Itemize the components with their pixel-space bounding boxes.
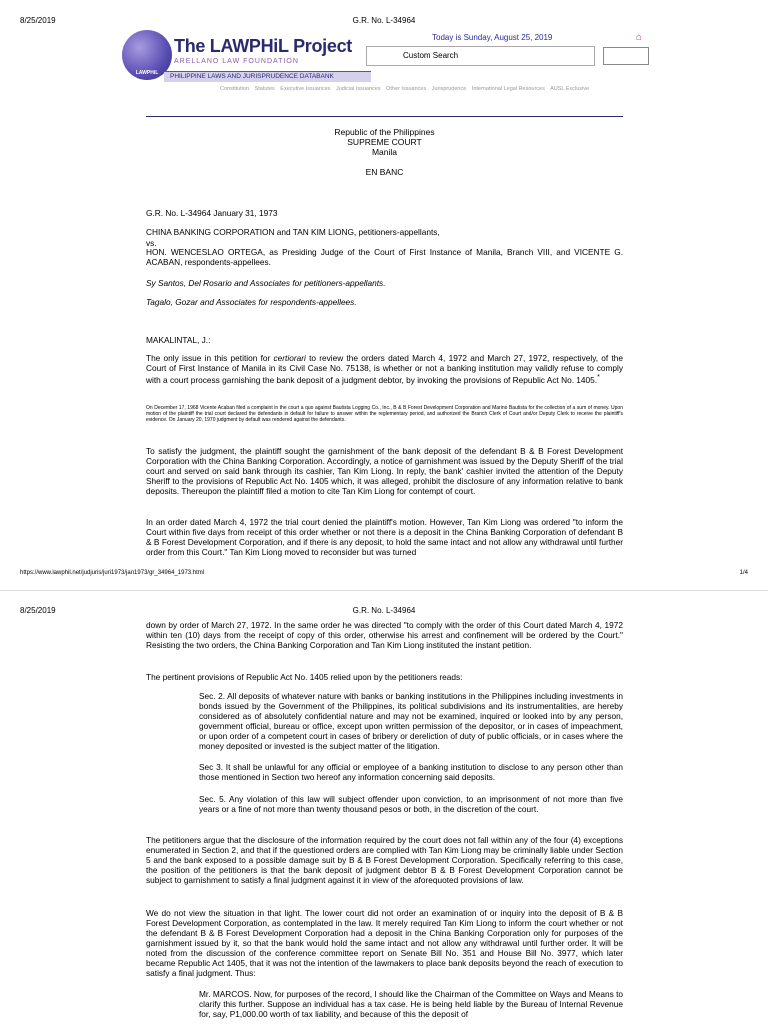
court-republic: Republic of the Philippines xyxy=(334,127,435,137)
quoted-section-2: Sec. 2. All deposits of whatever nature with banks or banking institutions in the Philippines including investments in bonds issued by the Government of the Philippines, its political subdivisions and its instrumentalities, are hereby considered as of absolutely confidential nature and may not be examined, inquired or looked into by any person, government official, bureau or office, except upon written permission of the depositor, or in cases of impeachment, or upon order of a competent court in cases of bribery or dereliction of duty of public officials, or in cases where the money deposited or invested is the subject matter of the litigation. xyxy=(199,691,623,751)
pdf-page-2 xyxy=(0,590,768,1024)
counsel-petitioners: Sy Santos, Del Rosario and Associates for petitioners-appellants. xyxy=(146,278,386,288)
lawphil-logo[interactable] xyxy=(122,30,365,82)
lawphil-seal-icon: LAWPHiL xyxy=(122,30,172,80)
paragraph: The pertinent provisions of Republic Act No. 1405 relied upon by the petitioners reads: xyxy=(146,672,463,682)
nav-item-other-issuances[interactable]: Other Issuances xyxy=(386,86,427,92)
ponente: MAKALINTAL, J.: xyxy=(146,335,211,345)
print-title: G.R. No. L-34964 xyxy=(352,606,416,615)
paragraph: The only issue in this petition for certiorari to review the orders dated March 4, 1972 and March 27, 1972, respectively, of the Court of First Instance of Manila in its Civil Case No. 75138, is whether or not a banking institution may validly refuse to comply with a court process garnishing the bank deposit of a judgment debtor, by invoking the provisions of Republic Act No. 1405.* xyxy=(146,353,624,385)
paragraph: down by order of March 27, 1972. In the same order he was directed "to comply with the order of this Court dated March 4, 1972 within ten (10) days from the receipt of copy of this order, otherwise his arrest and confinement will be ordered by the Court." Resisting the two orders, the China Banking Corporation and Tan Kim Liong instituted the instant petition. xyxy=(146,620,623,650)
nav-item-executive-issuances[interactable]: Executive Issuances xyxy=(280,86,331,92)
nav-item-judicial-issuances[interactable]: Judicial Issuances xyxy=(335,86,381,92)
paragraph: In an order dated March 4, 1972 the trial court denied the plaintiff's motion. However, Tan Kim Liong was ordered "to inform the Court within five days from receipt of this order whether or not there is a deposit in the China Banking Corporation of defendant B & B Forest Development Corporation, and if there is any deposit, to hold the same intact and not allow any withdrawal until further order from this Court." Tan Kim Liong moved to reconsider but was turned xyxy=(146,517,623,557)
today-date: Today is Sunday, August 25, 2019 xyxy=(432,33,553,42)
print-page-number: 1/4 xyxy=(739,570,748,576)
case-respondents: HON. WENCESLAO ORTEGA, as Presiding Judge of the Court of First Instance of Manila, Branch VIII, and VICENTE G. ACABAN, respondents-appellees. xyxy=(146,247,623,267)
paragraph: We do not view the situation in that light. The lower court did not order an examination of or inquiry into the deposit of B & B Forest Development Corporation, as contemplated in the law. It merely required Tan Kim Liong to inform the court whether or not the defendant B & B Forest Development Corporation had a deposit in the China Banking Corporation only for purposes of the garnishment issued by it, so that the bank would hold the same intact and not allow any withdrawal until further order. It will be noted from the discussion of the conference committee report on Senate Bill No. 351 and House Bill No. 3977, which later became Republic Act 1405, that it was not the intention of the lawmakers to place bank deposits beyond the reach of execution to satisfy a final judgment. Thus: xyxy=(146,908,623,978)
case-number: G.R. No. L-34964 January 31, 1973 xyxy=(146,208,278,218)
paragraph: On December 17, 1968 Vicente Acaban filed a complaint in the court a quo against Bautista Logging Co., Inc., B & B Forest Development Corporation and Marino Bautista for the collection of a sum of money. Upon motion of the plaintiff the trial court declared the defendants in default for failure to answer within the reglementary period, and authorized the Branch Clerk of Court and/or Deputy Clerk to receive the plaintiff's evidence. On January 20, 1970 judgment by default was rendered against the defendants. xyxy=(146,405,623,423)
court-name: SUPREME COURT xyxy=(347,137,422,147)
home-icon[interactable]: ⌂ xyxy=(636,32,643,43)
top-nav xyxy=(220,86,760,92)
nav-item-international-legal-resources[interactable]: International Legal Resources xyxy=(471,86,545,92)
print-date: 8/25/2019 xyxy=(20,606,56,615)
nav-item-ausl-exclusive[interactable]: AUSL Exclusive xyxy=(550,86,590,92)
quoted-section-5: Sec. 5. Any violation of this law will subject offender upon conviction, to an imprisonment of not more than five years or a fine of not more than twenty thousand pesos or both, in the discretion of the court. xyxy=(199,794,623,814)
search-input[interactable]: Custom Search xyxy=(366,46,595,66)
header-divider xyxy=(146,116,623,117)
print-url: https://www.lawphil.net/judjuris/juri1973/jan1973/gr_34964_1973.html xyxy=(20,570,205,576)
case-vs: vs. xyxy=(146,238,157,248)
print-date: 8/25/2019 xyxy=(20,16,56,25)
counsel-respondents: Tagalo, Gozar and Associates for respondents-appellees. xyxy=(146,297,357,307)
nav-item-constitution[interactable]: Constitution xyxy=(220,86,250,92)
site-tagline: PHILIPPINE LAWS AND JURISPRUDENCE DATABANK xyxy=(164,71,371,82)
search-button[interactable] xyxy=(603,47,649,65)
paragraph: The petitioners argue that the disclosure of the information required by the court does not fall within any of the four (4) exceptions enumerated in Section 2, and that if the questioned orders are complied with Tan Kim Liong may be criminally liable under Section 5 and the bank exposed to a possible damage suit by B & B Forest Development Corporation. Specifically referring to this case, the position of the petitioners is that the bank deposit of judgment debtor B & B Forest Development Corporation cannot be subject to garnishment to satisfy a final judgment against it in view of the aforequoted provisions of law. xyxy=(146,835,623,885)
site-subtitle: ARELLANO LAW FOUNDATION xyxy=(174,58,299,65)
footnote-marker[interactable]: * xyxy=(597,374,600,381)
case-petitioners: CHINA BANKING CORPORATION and TAN KIM LIONG, petitioners-appellants, xyxy=(146,227,440,237)
quoted-testimony: Mr. MARCOS. Now, for purposes of the record, I should like the Chairman of the Committee on Ways and Means to clarify this further. Suppose an individual has a tax case. He is being held liable by the Bureau of Internal Revenue for, say, P1,000.00 worth of tax liability, and because of this the deposit of xyxy=(199,989,623,1019)
print-title: G.R. No. L-34964 xyxy=(352,16,416,25)
nav-item-jurisprudence[interactable]: Jurisprudence xyxy=(431,86,467,92)
site-title: The LAWPHiL Project xyxy=(174,36,352,56)
court-location: Manila xyxy=(371,147,398,157)
court-division: EN BANC xyxy=(365,167,404,177)
paragraph: To satisfy the judgment, the plaintiff sought the garnishment of the bank deposit of the defendant B & B Forest Development Corporation with the China Banking Corporation. Accordingly, a notice of garnishment was issued by the Deputy Sheriff of the trial court and served on said bank through its cashier, Tan Kim Liong. In reply, the bank' cashier invited the attention of the Deputy Sheriff to the provisions of Republic Act No. 1405 which, it was alleged, prohibit the disclosure of any information relative to bank deposits. Thereupon the plaintiff filed a motion to cite Tan Kim Liong for contempt of court. xyxy=(146,446,623,496)
quoted-section-3: Sec 3. It shall be unlawful for any official or employee of a banking institution to disclose to any person other than those mentioned in Section two hereof any information concerning said deposits. xyxy=(199,762,623,782)
nav-item-statutes[interactable]: Statutes xyxy=(254,86,275,92)
